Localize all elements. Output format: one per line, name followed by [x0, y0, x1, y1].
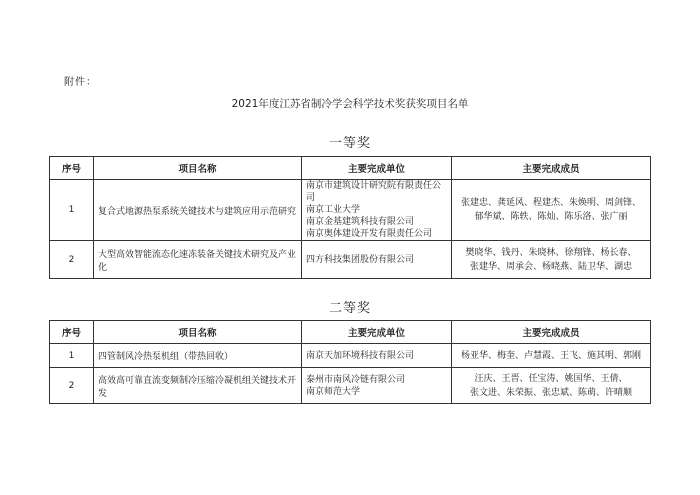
row-seq: 2 [50, 241, 94, 279]
unit-item: 南京市建筑设计研究院有限责任公司 [306, 181, 442, 203]
row-units [302, 241, 452, 279]
member-line: 郁华斌、陈轶、陈灿、陈乐洛、张广丽 [474, 212, 628, 222]
header-units: 主要完成单位 [302, 157, 452, 180]
section-title-first-prize: 一等奖 [328, 136, 371, 151]
row-project-name: 大型高效智能流态化速冻装备关键技术研究及产业化 [94, 241, 302, 279]
table-row [50, 368, 651, 404]
header-members: 主要完成成员 [452, 157, 651, 180]
table-row [50, 344, 651, 368]
unit-item: 泰州市南风冷链有限公司 [306, 374, 406, 385]
member-line: 张文进、朱荣振、张忠斌、陈萌、许晴顺 [469, 387, 632, 398]
row-units [302, 368, 452, 404]
header-seq: 序号 [50, 321, 94, 344]
header-seq: 序号 [50, 157, 94, 180]
header-project-name: 项目名称 [94, 321, 302, 344]
row-members [452, 241, 651, 279]
member-line: 杨亚华、梅奎、卢慧霞、王飞、施其明、郭刚 [460, 350, 641, 361]
row-units [302, 180, 452, 241]
second-prize-table [49, 320, 651, 404]
table-header-row [50, 321, 651, 344]
member-line: 张建华、周承会、杨晓燕、陆卫华、湖忠 [469, 261, 632, 272]
unit-item: 南京奥体建设开发有限责任公司 [306, 229, 433, 239]
unit-item: 南京金基建筑科技有限公司 [306, 217, 415, 227]
attachment-label: 附件： [64, 77, 97, 88]
member-line: 汪庆、王晋、任宝涛、姚国华、王倩、 [474, 373, 628, 384]
row-seq: 2 [50, 368, 94, 404]
first-prize-table [49, 156, 651, 279]
row-members [452, 368, 651, 404]
row-project-name: 四管制风冷热泵机组（带热回收） [94, 344, 302, 368]
unit-item: 四方科技集团股份有限公司 [306, 254, 415, 265]
member-line: 樊晓华、钱丹、朱晓林、徐翔锋、杨长春、 [465, 247, 637, 258]
table-row [50, 180, 651, 241]
row-project-name: 高效高可靠直流变频制冷压缩冷凝机组关键技术开发 [94, 368, 302, 404]
row-project-name: 复合式地源热泵系统关键技术与建筑应用示范研究 [94, 180, 302, 241]
section-title-second-prize: 二等奖 [328, 301, 371, 316]
header-project-name: 项目名称 [94, 157, 302, 180]
row-members [452, 344, 651, 368]
row-units [302, 344, 452, 368]
row-members [452, 180, 651, 241]
unit-item: 南京师范大学 [306, 386, 361, 397]
table-header-row [50, 157, 651, 180]
unit-item: 南京天加环境科技有限公司 [306, 350, 415, 361]
table-row [50, 241, 651, 279]
document-title: 2021年度江苏省制冷学会科学技术奖获奖项目名单 [231, 98, 469, 110]
header-units: 主要完成单位 [302, 321, 452, 344]
row-seq: 1 [50, 344, 94, 368]
unit-item: 南京工业大学 [306, 205, 361, 215]
header-members: 主要完成成员 [452, 321, 651, 344]
row-seq: 1 [50, 180, 94, 241]
member-line: 张建忠、龚延风、程建杰、朱焕明、周剑锋、 [460, 198, 641, 208]
